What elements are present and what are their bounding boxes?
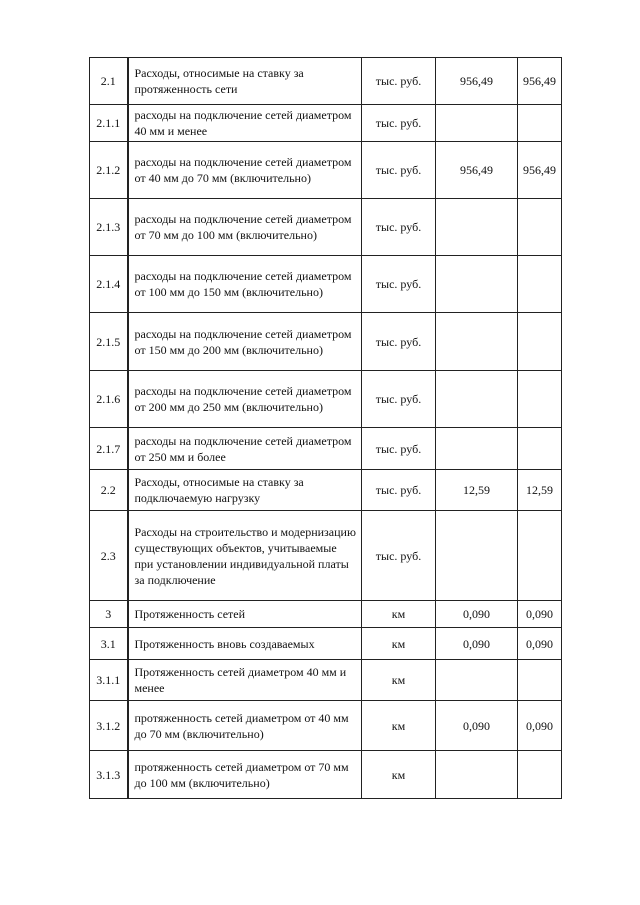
row-number: 2.1.4 — [90, 256, 128, 313]
table-row — [90, 58, 562, 105]
row-number: 2.2 — [90, 470, 128, 511]
row-value-1 — [436, 371, 518, 428]
row-value-1 — [436, 660, 518, 701]
row-number: 2.1 — [90, 58, 128, 105]
table-row — [90, 256, 562, 313]
row-name: расходы на подключение сетей диаметром 40 мм и менее — [128, 105, 362, 142]
table-row — [90, 511, 562, 601]
row-name: расходы на подключение сетей диаметром от 40 мм до 70 мм (включительно) — [128, 142, 362, 199]
row-number: 3.1.1 — [90, 660, 128, 701]
row-value-2: 0,090 — [518, 701, 562, 751]
row-value-1 — [436, 428, 518, 470]
row-name: протяженность сетей диаметром от 40 мм до 70 мм (включительно) — [128, 701, 362, 751]
row-value-2: 956,49 — [518, 142, 562, 199]
row-number: 2.1.1 — [90, 105, 128, 142]
row-unit: км — [362, 701, 436, 751]
row-name: расходы на подключение сетей диаметром от 250 мм и более — [128, 428, 362, 470]
row-unit: тыс. руб. — [362, 428, 436, 470]
row-value-2 — [518, 199, 562, 256]
row-unit: тыс. руб. — [362, 470, 436, 511]
table-row — [90, 628, 562, 660]
row-unit: тыс. руб. — [362, 371, 436, 428]
row-number: 3.1.3 — [90, 751, 128, 799]
table-row — [90, 371, 562, 428]
row-value-1: 0,090 — [436, 701, 518, 751]
row-value-2 — [518, 511, 562, 601]
table-row — [90, 701, 562, 751]
row-value-2 — [518, 105, 562, 142]
row-value-1 — [436, 313, 518, 371]
row-name: протяженность сетей диаметром от 70 мм до 100 мм (включительно) — [128, 751, 362, 799]
tariff-table — [89, 57, 562, 799]
row-name: расходы на подключение сетей диаметром от 200 мм до 250 мм (включительно) — [128, 371, 362, 428]
table-row — [90, 601, 562, 628]
table-row — [90, 470, 562, 511]
row-value-1: 0,090 — [436, 601, 518, 628]
row-number: 2.1.6 — [90, 371, 128, 428]
row-unit: тыс. руб. — [362, 313, 436, 371]
row-unit: тыс. руб. — [362, 105, 436, 142]
row-value-1 — [436, 511, 518, 601]
row-value-2 — [518, 256, 562, 313]
row-name: Протяженность вновь создаваемых — [128, 628, 362, 660]
row-name: расходы на подключение сетей диаметром от 150 мм до 200 мм (включительно) — [128, 313, 362, 371]
row-number: 3 — [90, 601, 128, 628]
table-row — [90, 428, 562, 470]
row-unit: тыс. руб. — [362, 142, 436, 199]
row-value-1: 956,49 — [436, 142, 518, 199]
row-number: 2.1.5 — [90, 313, 128, 371]
row-value-2: 12,59 — [518, 470, 562, 511]
row-unit: тыс. руб. — [362, 58, 436, 105]
row-name: расходы на подключение сетей диаметром от 100 мм до 150 мм (включительно) — [128, 256, 362, 313]
table-row — [90, 142, 562, 199]
row-number: 3.1 — [90, 628, 128, 660]
row-value-2 — [518, 371, 562, 428]
row-value-1 — [436, 256, 518, 313]
row-value-1 — [436, 105, 518, 142]
row-name: Расходы, относимые на ставку за подключаемую нагрузку — [128, 470, 362, 511]
row-value-1: 956,49 — [436, 58, 518, 105]
row-name: Протяженность сетей диаметром 40 мм и менее — [128, 660, 362, 701]
row-unit: тыс. руб. — [362, 256, 436, 313]
row-value-2: 956,49 — [518, 58, 562, 105]
row-unit: км — [362, 660, 436, 701]
table-row — [90, 751, 562, 799]
row-name: Расходы, относимые на ставку за протяженность сети — [128, 58, 362, 105]
row-name: Протяженность сетей — [128, 601, 362, 628]
row-unit: тыс. руб. — [362, 199, 436, 256]
row-value-1: 0,090 — [436, 628, 518, 660]
row-name: расходы на подключение сетей диаметром от 70 мм до 100 мм (включительно) — [128, 199, 362, 256]
row-value-2: 0,090 — [518, 628, 562, 660]
row-number: 2.1.3 — [90, 199, 128, 256]
table-row — [90, 313, 562, 371]
row-unit: км — [362, 628, 436, 660]
table-body — [90, 58, 562, 799]
row-value-2 — [518, 428, 562, 470]
row-number: 3.1.2 — [90, 701, 128, 751]
table-row — [90, 105, 562, 142]
row-name: Расходы на строительство и модернизацию существующих объектов, учитываемые при установлении индивидуальной платы за подключение — [128, 511, 362, 601]
row-value-1 — [436, 199, 518, 256]
row-unit: км — [362, 751, 436, 799]
row-value-2 — [518, 313, 562, 371]
row-number: 2.1.7 — [90, 428, 128, 470]
row-unit: км — [362, 601, 436, 628]
row-value-2 — [518, 660, 562, 701]
row-value-1 — [436, 751, 518, 799]
row-unit: тыс. руб. — [362, 511, 436, 601]
row-number: 2.3 — [90, 511, 128, 601]
row-value-2 — [518, 751, 562, 799]
row-value-1: 12,59 — [436, 470, 518, 511]
table-row — [90, 199, 562, 256]
row-number: 2.1.2 — [90, 142, 128, 199]
row-value-2: 0,090 — [518, 601, 562, 628]
table-row — [90, 660, 562, 701]
